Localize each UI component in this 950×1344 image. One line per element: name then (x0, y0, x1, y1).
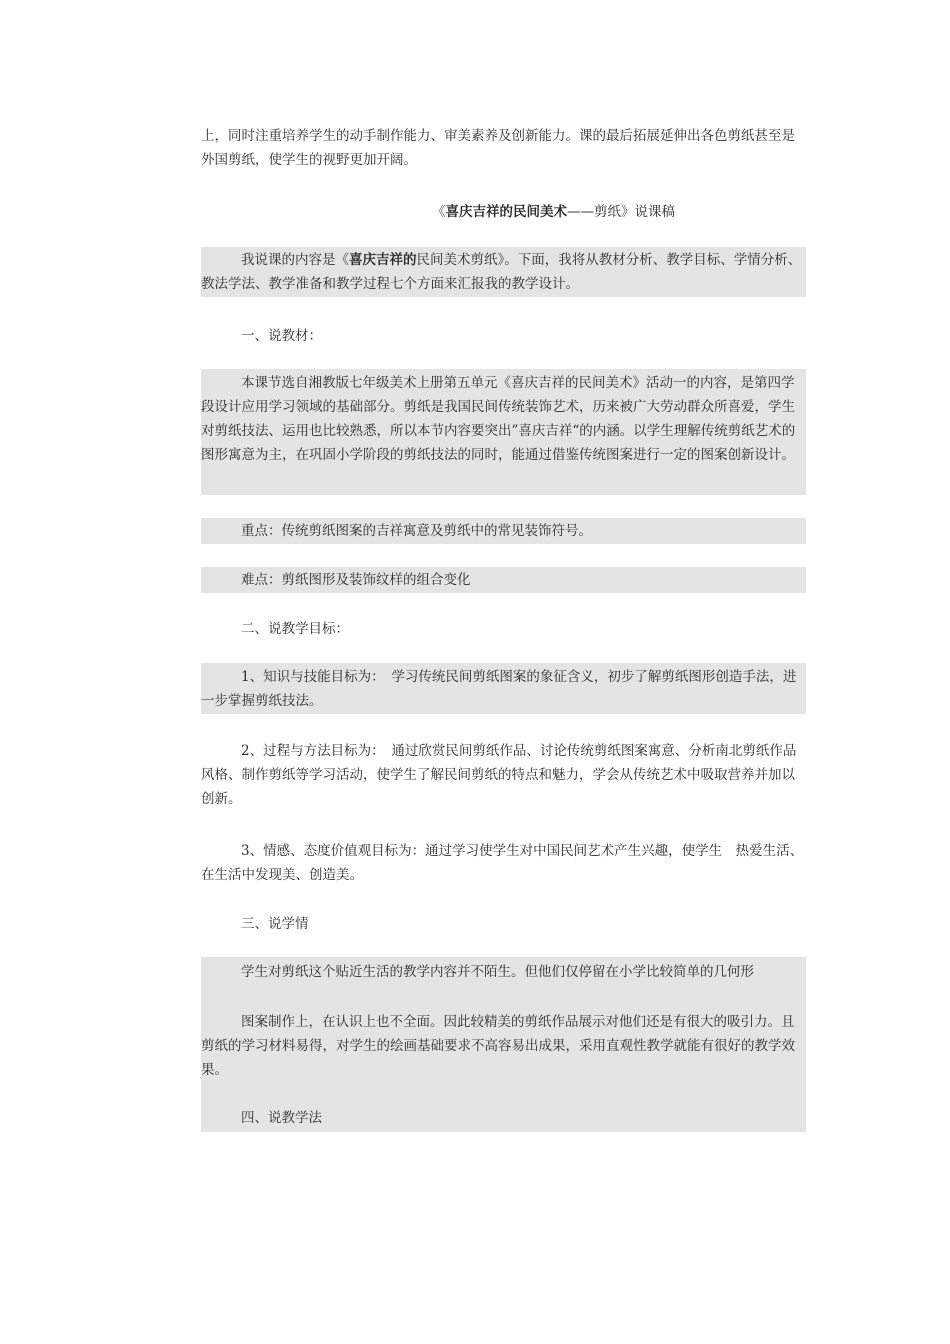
goal-emotion-values: 3、情感、态度价值观目标为：通过学习使学生对中国民间艺术产生兴趣，使学生 热爱生活、在生活中发现美、创造美。 (201, 843, 804, 883)
goal-knowledge-skill: 1、知识与技能目标为： 学习传统民间剪纸图案的象征含义，初步了解剪纸图形创造手法，进一步掌握剪纸技法。 (201, 663, 806, 714)
section1-body: 本课节选自湘教版七年级美术上册第五单元《喜庆吉祥的民间美术》活动一的内容，是第四学段设计应用学习领域的基础部分。剪纸是我国民间传统装饰艺术，历来被广大劳动群众所喜爱，学生对剪纸技法、运用也比较熟悉，所以本节内容要突出”喜庆吉祥“的内涵。以学生理解传统剪纸艺术的图形寓意为主，在巩固小学阶段的剪纸技法的同时，能通过借鉴传统图案进行一定的图案创新设计。 (201, 369, 806, 495)
title-rest: ——剪纸》说课稿 (567, 204, 675, 220)
title-open: 《 (432, 204, 446, 220)
section1-heading: 一、说教材： (241, 328, 322, 344)
opening-pre: 我说课的内容是《 (241, 252, 349, 268)
opening-bold: 喜庆吉祥的 (349, 252, 417, 268)
opening-paragraph (201, 247, 806, 297)
key-point: 重点：传统剪纸图案的吉祥寓意及剪纸中的常见装饰符号。 (201, 518, 806, 544)
opening-post: 民间美术剪纸》。下面，我将从教材分析、教学目标、学情分析、教法学法、教学准备和教学过程七个方面来汇报我的教学设计。 (201, 252, 802, 292)
document-title (201, 200, 806, 224)
intro-paragraph: 上，同时注重培养学生的动手制作能力、审美素养及创新能力。课的最后拓展延伸出各色剪纸甚至是外国剪纸，使学生的视野更加开阔。 (201, 128, 795, 168)
section2-heading: 二、说教学目标： (241, 621, 349, 637)
section4-heading: 四、说教学法 (201, 1083, 806, 1132)
learner-analysis-p2: 图案制作上，在认识上也不全面。因此较精美的剪纸作品展示对他们还是有很大的吸引力。且剪纸的学习材料易得，对学生的绘画基础要求不高容易出成果，采用直观性教学就能有很好的教学效果。 (201, 993, 806, 1083)
difficulty-point: 难点：剪纸图形及装饰纹样的组合变化 (201, 567, 806, 593)
goal-process-method: 2、过程与方法目标为： 通过欣赏民间剪纸作品、讨论传统剪纸图案寓意、分析南北剪纸作品风格、制作剪纸等学习活动，使学生了解民间剪纸的特点和魅力，学会从传统艺术中吸取营养并加以创新。 (201, 743, 797, 807)
learner-analysis-p1: 学生对剪纸这个贴近生活的教学内容并不陌生。但他们仅停留在小学比较简单的几何形 (201, 957, 806, 993)
title-bold: 喜庆吉祥的民间美术 (445, 204, 567, 220)
section3-heading: 三、说学情 (241, 916, 309, 932)
